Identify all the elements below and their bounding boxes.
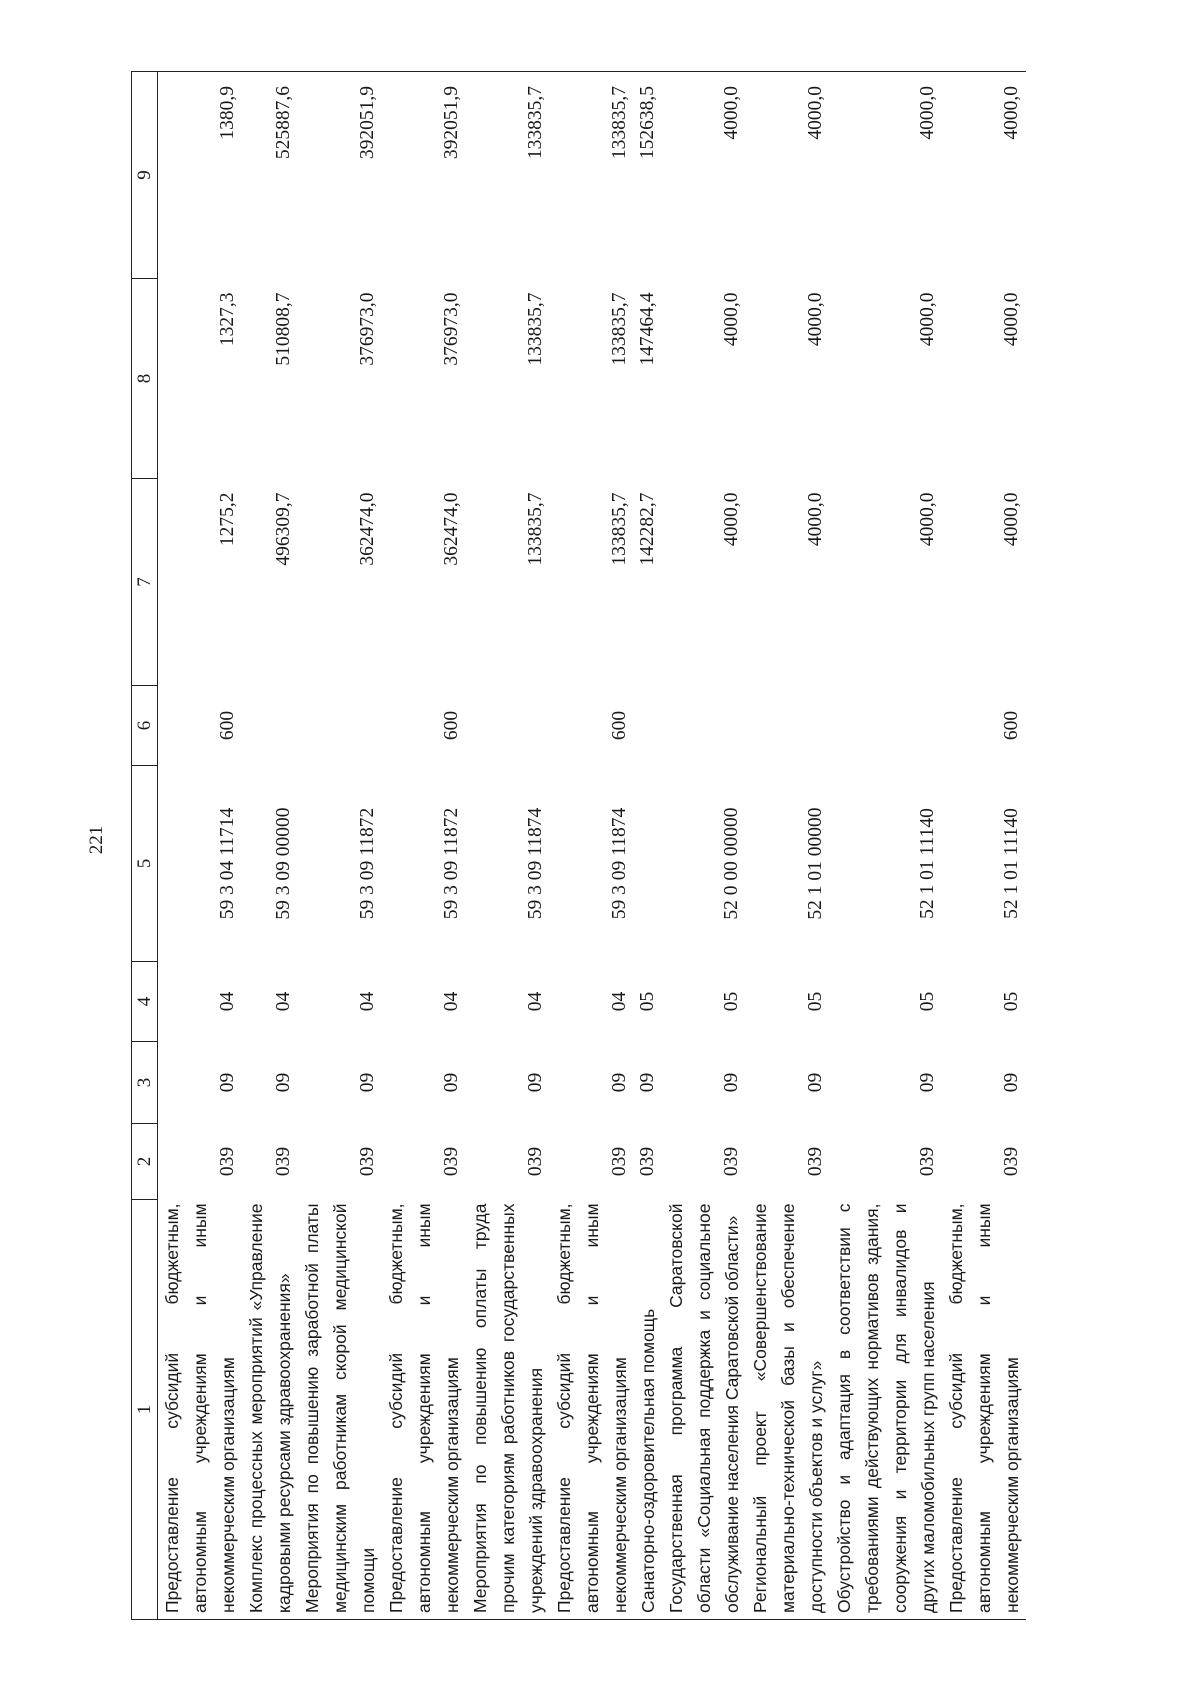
cell-section: 09 <box>1001 1072 1022 1093</box>
cell-ministry-code: 039 <box>805 1146 826 1177</box>
cell-amount-year-1: 4000,0 <box>721 492 742 547</box>
cell-amount-year-1: 4000,0 <box>805 492 826 547</box>
cell-subsection: 04 <box>217 991 238 1012</box>
cell-amount-year-1: 496309,7 <box>273 492 294 566</box>
row-description: Региональный проект «Совершенствование материально-технической базы и обеспечение доступности объектов и услуг» <box>746 1200 830 1620</box>
table-body <box>158 72 1027 1620</box>
cell-expense-type <box>662 686 746 766</box>
page-number-anchor <box>86 825 107 855</box>
table-row <box>550 72 634 1620</box>
table-row <box>830 72 942 1620</box>
cell-target-article: 59 3 09 11874 <box>525 807 546 920</box>
cell-amount-year-3: 392051,9 <box>382 72 466 279</box>
table-row <box>158 72 243 1620</box>
cell-ministry-code: 039 <box>441 1146 462 1177</box>
cell-amount-year-3: 4000,0 <box>830 72 942 279</box>
cell-target-article: 52 0 00 00000 <box>721 807 742 920</box>
cell-target-article: 52 1 01 00000 <box>805 807 826 920</box>
table-row <box>662 72 746 1620</box>
cell-expense-type <box>746 686 830 766</box>
cell-amount-year-2: 4000,0 <box>1001 292 1022 347</box>
cell-amount-year-3: 133835,7 <box>466 72 550 279</box>
cell-amount-year-2: 376973,0 <box>357 292 378 366</box>
cell-ministry-code: 039 <box>917 1146 938 1177</box>
cell-section: 09 <box>217 1072 238 1093</box>
cell-subsection: 05 <box>805 991 826 1012</box>
cell-amount-year-1: 362474,0 <box>357 492 378 566</box>
cell-target-article: 59 3 04 11714 <box>217 807 238 920</box>
row-description: Комплекс процессных мероприятий «Управление кадровыми ресурсами здравоохранения» <box>242 1200 298 1620</box>
cell-subsection: 05 <box>721 991 742 1012</box>
cell-amount-year-2: 1327,3 <box>217 292 238 347</box>
cell-expense-type: 600 <box>217 710 238 741</box>
table-row <box>298 72 382 1620</box>
cell-amount-year-1: 4000,0 <box>1001 492 1022 547</box>
row-description: Санаторно-оздоровительная помощь <box>634 1200 662 1620</box>
cell-subsection: 05 <box>637 991 658 1012</box>
cell-amount-year-3: 4000,0 <box>942 72 1026 279</box>
cell-target-article: 52 1 01 11140 <box>917 808 938 919</box>
row-description: Предоставление субсидий бюджетным, автономным учреждениям и иным некоммерческим организациям <box>382 1200 466 1620</box>
column-header: 2 <box>132 1124 158 1200</box>
budget-table <box>131 71 1026 1620</box>
cell-amount-year-2: 133835,7 <box>525 292 546 366</box>
table-row <box>382 72 466 1620</box>
cell-section: 09 <box>917 1072 938 1093</box>
cell-section: 09 <box>805 1072 826 1093</box>
cell-subsection: 04 <box>609 991 630 1012</box>
cell-amount-year-3: 133835,7 <box>550 72 634 279</box>
cell-amount-year-3: 525887,6 <box>242 72 298 279</box>
column-header: 4 <box>132 962 158 1042</box>
cell-amount-year-1: 133835,7 <box>525 492 546 566</box>
cell-subsection: 05 <box>917 991 938 1012</box>
cell-target-article: 59 3 09 11872 <box>441 807 462 920</box>
cell-subsection: 04 <box>273 991 294 1012</box>
cell-amount-year-2: 133835,7 <box>609 292 630 366</box>
cell-amount-year-3: 152638,5 <box>634 72 662 279</box>
cell-expense-type: 600 <box>609 710 630 741</box>
cell-ministry-code: 039 <box>637 1146 658 1177</box>
cell-amount-year-2: 376973,0 <box>441 292 462 366</box>
rotated-table-container <box>131 72 1166 1620</box>
cell-target-article: 52 1 01 11140 <box>1001 808 1022 919</box>
table-row <box>466 72 550 1620</box>
table-row <box>634 72 662 1620</box>
cell-amount-year-2: 510808,7 <box>273 292 294 366</box>
column-header: 3 <box>132 1042 158 1124</box>
cell-expense-type <box>242 686 298 766</box>
cell-target-article <box>634 766 662 962</box>
cell-subsection: 04 <box>441 991 462 1012</box>
column-header: 6 <box>132 686 158 766</box>
row-description: Обустройство и адаптация в соответствии с требованиями действующих нормативов здания, сооружения и территории для инвалидов и других маломобильных групп населения <box>830 1200 942 1620</box>
column-header: 9 <box>132 72 158 279</box>
row-description: Предоставление субсидий бюджетным, автономным учреждениям и иным некоммерческим организациям <box>550 1200 634 1620</box>
cell-subsection: 04 <box>525 991 546 1012</box>
cell-amount-year-3: 392051,9 <box>298 72 382 279</box>
cell-amount-year-1: 142282,7 <box>637 492 658 566</box>
cell-subsection: 04 <box>357 991 378 1012</box>
cell-amount-year-3: 4000,0 <box>746 72 830 279</box>
cell-ministry-code: 039 <box>609 1146 630 1177</box>
cell-amount-year-2: 4000,0 <box>917 292 938 347</box>
cell-ministry-code: 039 <box>357 1146 378 1177</box>
cell-ministry-code: 039 <box>525 1146 546 1177</box>
cell-amount-year-3: 1380,9 <box>158 72 243 279</box>
cell-section: 09 <box>441 1072 462 1093</box>
cell-section: 09 <box>357 1072 378 1093</box>
cell-amount-year-1: 4000,0 <box>917 492 938 547</box>
cell-amount-year-1: 133835,7 <box>609 492 630 566</box>
row-description: Мероприятия по повышению оплаты труда прочим категориям работников государственных учреждений здравоохранения <box>466 1200 550 1620</box>
cell-expense-type <box>830 686 942 766</box>
table-row <box>242 72 298 1620</box>
column-header: 1 <box>132 1200 158 1620</box>
cell-section: 09 <box>721 1072 742 1093</box>
table-row <box>746 72 830 1620</box>
cell-subsection: 05 <box>1001 991 1022 1012</box>
cell-expense-type <box>634 686 662 766</box>
cell-ministry-code: 039 <box>273 1146 294 1177</box>
cell-section: 09 <box>273 1072 294 1093</box>
cell-amount-year-1: 1275,2 <box>217 492 238 547</box>
cell-expense-type: 600 <box>441 710 462 741</box>
page-number: 221 <box>86 825 107 855</box>
row-description: Мероприятия по повышению заработной платы медицинским работникам скорой медицинской помощи <box>298 1200 382 1620</box>
row-description: Предоставление субсидий бюджетным, автономным учреждениям и иным некоммерческим организациям <box>942 1200 1026 1620</box>
table-row <box>942 72 1026 1620</box>
column-header: 7 <box>132 479 158 686</box>
row-description: Предоставление субсидий бюджетным, автономным учреждениям и иным некоммерческим организациям <box>158 1200 243 1620</box>
column-header: 5 <box>132 766 158 962</box>
cell-target-article: 59 3 09 00000 <box>273 807 294 920</box>
cell-expense-type: 600 <box>1001 710 1022 741</box>
table-header-row <box>132 72 158 1620</box>
cell-section: 09 <box>525 1072 546 1093</box>
cell-amount-year-2: 4000,0 <box>721 292 742 347</box>
cell-ministry-code: 039 <box>1001 1146 1022 1177</box>
cell-expense-type <box>466 686 550 766</box>
cell-section: 09 <box>637 1072 658 1093</box>
cell-amount-year-2: 4000,0 <box>805 292 826 347</box>
cell-amount-year-3: 4000,0 <box>662 72 746 279</box>
cell-ministry-code: 039 <box>721 1146 742 1177</box>
cell-target-article: 59 3 09 11874 <box>609 807 630 920</box>
cell-amount-year-2: 147464,4 <box>637 292 658 366</box>
cell-target-article: 59 3 09 11872 <box>357 807 378 920</box>
cell-amount-year-1: 362474,0 <box>441 492 462 566</box>
cell-expense-type <box>298 686 382 766</box>
cell-ministry-code: 039 <box>217 1146 238 1177</box>
row-description: Государственная программа Саратовской области «Социальная поддержка и социальное обслуживание населения Саратовской области» <box>662 1200 746 1620</box>
cell-section: 09 <box>609 1072 630 1093</box>
column-header: 8 <box>132 279 158 479</box>
